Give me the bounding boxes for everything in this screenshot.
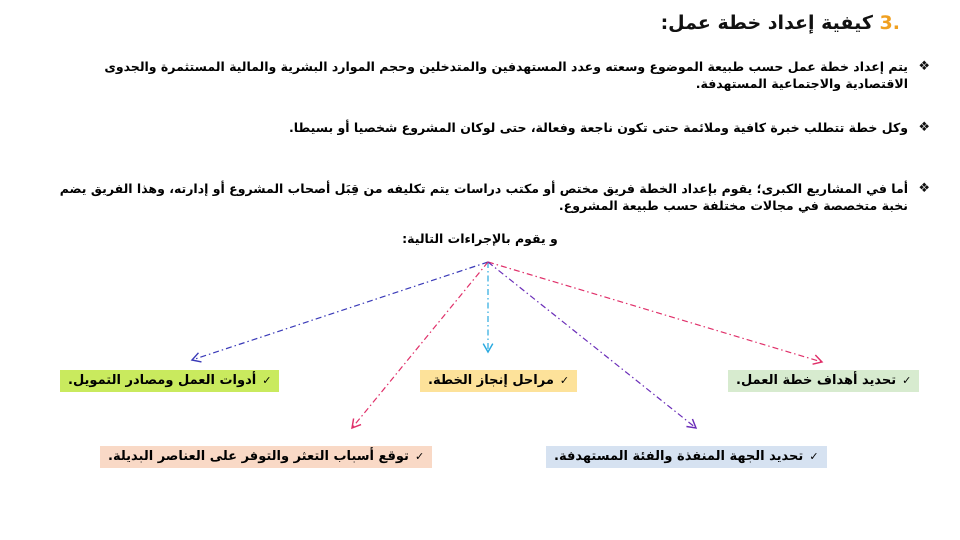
step-box-actors (546, 446, 827, 468)
diamond-bullet-icon: ❖ (918, 59, 930, 74)
step-stages-label: مراحل إنجاز الخطة. (428, 373, 554, 388)
step-risks-label: توقع أسباب التعثر والتوفر على العناصر البديلة. (108, 449, 409, 464)
step-actors-label: تحديد الجهة المنفذة والفئة المستهدفة. (554, 449, 804, 464)
step-tools-label: أدوات العمل ومصادر التمويل. (68, 373, 257, 388)
arrow-to-actors (488, 262, 696, 428)
checkmark-icon: ✓ (414, 450, 425, 463)
step-box-stages (420, 370, 577, 392)
section-title-text: كيفية إعداد خطة عمل: (660, 12, 873, 34)
arrow-to-risks (352, 262, 488, 428)
checkmark-icon: ✓ (559, 374, 570, 387)
checkmark-icon: ✓ (809, 450, 819, 463)
bullet-text-3: أما في المشاريع الكبرى؛ يقوم بإعداد الخطة فريق مختص أو مكتب دراسات يتم تكليفه من قِبَل أصحاب المشروع أو إدارته، وهذا الفريق يضم نخبة متخصصة في مجالات مختلفة حسب طبيعة المشروع. (59, 181, 908, 213)
diamond-bullet-icon: ❖ (918, 181, 930, 196)
step-goals-label: تحديد أهداف خطة العمل. (736, 373, 897, 388)
bullet-text-1: يتم إعداد خطة عمل حسب طبيعة الموضوع وسعته وعدد المستهدفين والمتدخلين وحجم الموارد البشرية والمالية المستثمرة والجدوى الاقتصادية والاجتماعية المستهدفة. (104, 59, 908, 91)
checkmark-icon: ✓ (262, 374, 272, 387)
step-box-goals (728, 370, 919, 392)
procedures-intro: و يقوم بالإجراءات التالية: (402, 231, 558, 246)
bullet-text-2: وكل خطة تتطلب خبرة كافية وملائمة حتى تكون ناجعة وفعالة، حتى لوكان المشروع شخصيا أو بسيطا. (289, 120, 908, 135)
arrow-to-goals (488, 262, 822, 362)
checkmark-icon: ✓ (902, 374, 912, 387)
section-number: .3 (879, 12, 900, 34)
diamond-bullet-icon: ❖ (918, 120, 930, 135)
step-box-risks (100, 446, 432, 468)
step-box-tools (60, 370, 279, 392)
arrow-to-tools (192, 262, 488, 360)
